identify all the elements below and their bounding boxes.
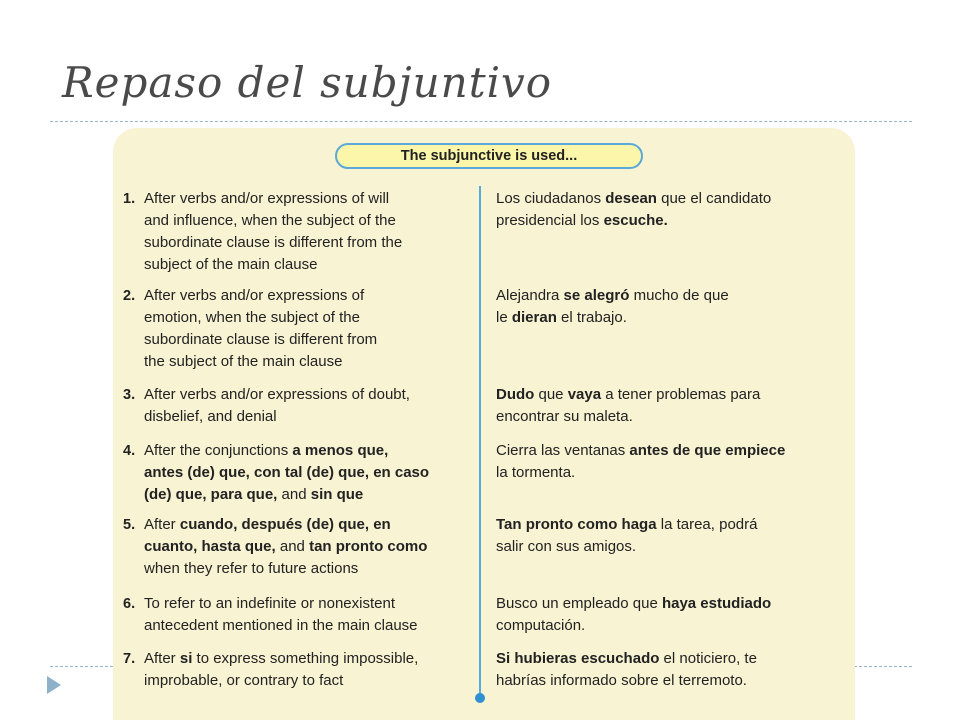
text-line	[144, 384, 474, 406]
rule-description	[144, 648, 474, 692]
text-run: computación.	[496, 617, 586, 634]
text-line	[496, 593, 848, 615]
text-run: subordinate clause is different from the	[144, 234, 403, 251]
text-run: la tarea, podrá	[656, 516, 758, 533]
bold-term: cuando, después (de) que, en	[179, 516, 391, 533]
bold-term: Dudo	[496, 386, 535, 403]
text-line	[144, 670, 474, 692]
rule-number: 7.	[123, 651, 136, 667]
bold-term: cuanto, hasta que,	[144, 538, 276, 555]
text-line	[144, 285, 474, 307]
rule-example	[496, 285, 848, 329]
text-run: la tormenta.	[496, 464, 576, 481]
rule-number: 2.	[123, 288, 136, 304]
text-run: emotion, when the subject of the	[144, 309, 360, 326]
text-line	[496, 462, 848, 484]
text-run: encontrar su maleta.	[496, 408, 633, 425]
text-line	[496, 210, 848, 232]
text-run: Los ciudadanos	[496, 190, 606, 207]
text-run: To refer to an indefinite or nonexistent	[144, 595, 395, 612]
text-run: subject of the main clause	[144, 256, 318, 273]
rule-description	[144, 514, 474, 580]
text-line	[496, 536, 848, 558]
rule-number: 4.	[123, 443, 136, 459]
text-run: disbelief, and denial	[144, 408, 277, 425]
table-header: The subjunctive is used...	[335, 143, 643, 169]
slide-title: Repaso del subjuntivo	[62, 58, 553, 107]
text-line	[496, 670, 848, 692]
rule-example	[496, 440, 848, 484]
text-line	[144, 440, 474, 462]
text-line	[144, 615, 474, 637]
text-run: and	[277, 486, 311, 503]
bold-term: se alegró	[563, 287, 630, 304]
text-run: After	[144, 516, 180, 533]
text-line	[144, 462, 474, 484]
bold-term: tan pronto como	[309, 538, 428, 555]
rule-description	[144, 285, 474, 373]
text-run: Cierra las ventanas	[496, 442, 630, 459]
text-run: le	[496, 309, 512, 326]
text-run: when they refer to future actions	[144, 560, 359, 577]
text-run: After the conjunctions	[144, 442, 293, 459]
text-line	[144, 351, 474, 373]
text-run: After verbs and/or expressions of	[144, 287, 365, 304]
text-line	[496, 188, 848, 210]
text-run: the subject of the main clause	[144, 353, 343, 370]
text-line	[496, 285, 848, 307]
text-run: el noticiero, te	[659, 650, 757, 667]
rule-number: 5.	[123, 517, 136, 533]
bold-term: antes (de) que, con tal (de) que, en caso	[144, 464, 430, 481]
text-run: antecedent mentioned in the main clause	[144, 617, 418, 634]
top-divider	[50, 121, 912, 122]
rule-example	[496, 593, 848, 637]
rule-number: 3.	[123, 387, 136, 403]
text-line	[144, 188, 474, 210]
text-run: Alejandra	[496, 287, 564, 304]
text-line	[496, 648, 848, 670]
text-run: presidencial los	[496, 212, 604, 229]
bold-term: vaya	[567, 386, 602, 403]
text-run: Busco un empleado que	[496, 595, 662, 612]
text-run: habrías informado sobre el terremoto.	[496, 672, 747, 689]
bold-term: Tan pronto como haga	[496, 516, 657, 533]
text-line	[144, 232, 474, 254]
rule-description	[144, 384, 474, 428]
text-run: salir con sus amigos.	[496, 538, 637, 555]
subjunctive-table	[113, 128, 855, 720]
text-run: subordinate clause is different from	[144, 331, 378, 348]
text-run: After verbs and/or expressions of will	[144, 190, 390, 207]
triangle-bullet-icon	[47, 676, 61, 694]
bold-term: Si hubieras escuchado	[496, 650, 660, 667]
text-line	[496, 307, 848, 329]
text-line	[496, 406, 848, 428]
text-run: After	[144, 650, 180, 667]
text-line	[496, 615, 848, 637]
text-line	[144, 329, 474, 351]
rule-example	[496, 188, 848, 232]
text-line	[144, 210, 474, 232]
rule-description	[144, 188, 474, 276]
text-run: que	[534, 386, 568, 403]
bold-term: antes de que empiece	[629, 442, 786, 459]
bold-term: escuche.	[603, 212, 668, 229]
bold-term: (de) que, para que,	[144, 486, 278, 503]
text-run: and	[275, 538, 310, 555]
rule-number: 1.	[123, 191, 136, 207]
bold-term: sin que	[310, 486, 364, 503]
text-line	[144, 593, 474, 615]
text-line	[144, 484, 474, 506]
text-line	[144, 514, 474, 536]
rule-example	[496, 648, 848, 692]
text-line	[144, 254, 474, 276]
text-run: After verbs and/or expressions of doubt,	[144, 386, 410, 403]
text-run: a tener problemas para	[601, 386, 761, 403]
text-run: and influence, when the subject of the	[144, 212, 396, 229]
bold-term: haya estudiado	[661, 595, 772, 612]
bold-term: dieran	[511, 309, 557, 326]
text-line	[496, 440, 848, 462]
text-run: que el candidato	[656, 190, 772, 207]
rule-example	[496, 514, 848, 558]
bold-term: si	[179, 650, 193, 667]
rule-example	[496, 384, 848, 428]
rule-description	[144, 440, 474, 506]
text-line	[496, 514, 848, 536]
text-run: improbable, or contrary to fact	[144, 672, 344, 689]
text-line	[144, 307, 474, 329]
text-line	[496, 384, 848, 406]
text-line	[144, 406, 474, 428]
text-run: mucho de que	[629, 287, 729, 304]
text-line	[144, 536, 474, 558]
rule-number: 6.	[123, 596, 136, 612]
rule-description	[144, 593, 474, 637]
text-run: el trabajo.	[556, 309, 627, 326]
bold-term: a menos que,	[292, 442, 389, 459]
column-divider	[479, 186, 481, 696]
divider-end-dot	[475, 693, 485, 703]
bold-term: desean	[605, 190, 657, 207]
text-run: to express something impossible,	[192, 650, 419, 667]
text-line	[144, 648, 474, 670]
text-line	[144, 558, 474, 580]
